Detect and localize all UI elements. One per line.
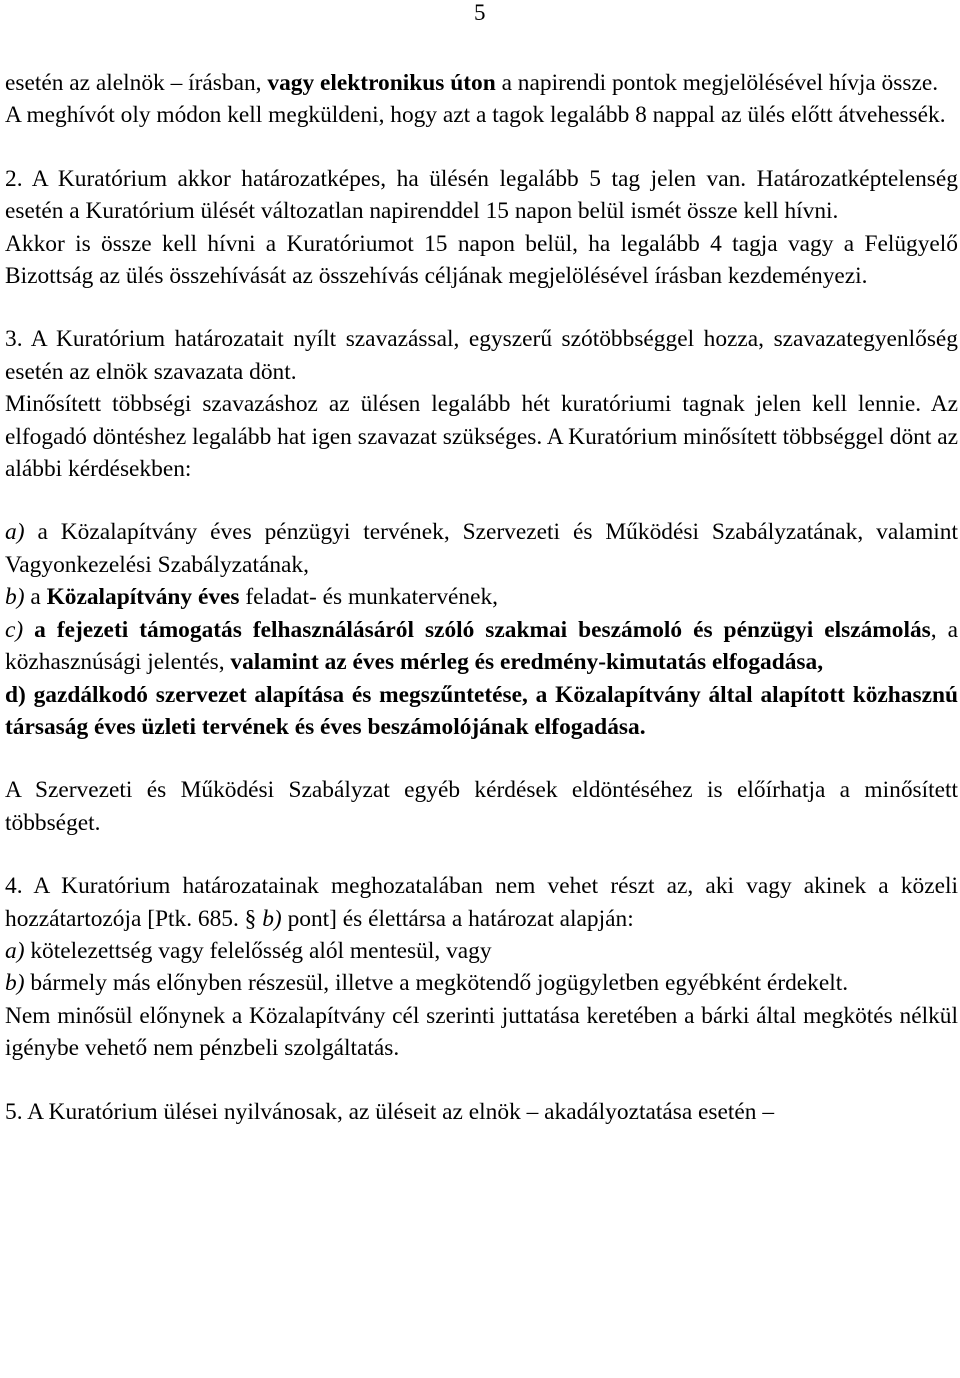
text-run: 4. A Kuratórium határozatainak meghozatalában nem vehet részt az, aki vagy akinek a közeli hozzátartozója [Ptk. 685. §	[5, 873, 958, 932]
list-label: a)	[5, 519, 25, 546]
list-item-4a	[5, 935, 958, 967]
paragraph-sms: A Szervezeti és Működési Szabályzat egyéb kérdések eldöntéséhez is előírhatja a minősített többséget.	[5, 777, 958, 836]
paragraph-convening	[5, 67, 958, 99]
text-run: bármely más előnyben részesül, illetve a megkötendő jogügyletben egyébként érdekelt.	[24, 970, 849, 997]
paragraph-invitation: A meghívót oly módon kell megküldeni, hogy azt a tagok legalább 8 nappal az ülés előtt átvehessék.	[5, 102, 946, 129]
text-run: pont] és élettársa a határozat alapján:	[281, 905, 634, 932]
list-item-b	[5, 581, 958, 613]
paragraph-qualified-majority: Minősített többségi szavazáshoz az ülésen legalább hét kuratóriumi tagnak jelen kell lennie. Az elfogadó döntéshez legalább hat igen szavazat szükséges. A Kuratórium minősített többséggel dönt az alábbi kérdésekben:	[5, 391, 958, 483]
list-item-d: d) gazdálkodó szervezet alapítása és megszűntetése, a Közalapítvány által alapított közhasznú társaság éves üzleti tervének és éves beszámolójának elfogadása.	[5, 681, 958, 740]
text-run: esetén az alelnök – írásban,	[5, 70, 268, 96]
italic-run: b)	[262, 905, 282, 932]
list-label: a)	[5, 937, 25, 964]
text-run: a	[24, 584, 47, 611]
list-item-c	[5, 614, 958, 679]
text-run: feladat- és munkatervének,	[239, 584, 499, 611]
bold-run: Közalapítvány éves	[46, 584, 240, 611]
list-label: b)	[5, 584, 25, 611]
text-run: a napirendi pontok megjelölésével hívja össze.	[495, 70, 939, 96]
list-label: c)	[5, 616, 24, 643]
paragraph-benefit: Nem minősül előnynek a Közalapítvány cél szerinti juttatása keretében a bárki által megkötés nélkül igénybe vehető nem pénzbeli szolgáltatás.	[5, 1002, 958, 1062]
text-run	[23, 617, 34, 643]
text-run: a Közalapítvány éves pénzügyi tervének, Szervezeti és Működési Szabályzatának, valamint Vagyonkezelési Szabályzatának,	[5, 519, 958, 578]
paragraph-quorum: 2. A Kuratórium akkor határozatképes, ha ülésén legalább 5 tag jelen van. Határozatképtelenség esetén a Kuratórium ülését változatlan napirenddel 15 napon belül ismét össze kell hívni.	[5, 165, 958, 225]
paragraph-conflict	[5, 870, 958, 935]
text-run: kötelezettség vagy felelősség alól mentesül, vagy	[24, 937, 492, 964]
page-number: 5	[474, 0, 486, 25]
bold-run: vagy elektronikus úton	[267, 70, 496, 96]
bold-run: a fejezeti támogatás felhasználásáról szóló szakmai beszámoló és pénzügyi elszámolás	[34, 616, 931, 643]
bold-run: valamint az éves mérleg és eredmény-kimutatás elfogadása,	[230, 649, 824, 676]
document-body	[5, 67, 958, 1128]
paragraph-reconvene: Akkor is össze kell hívni a Kuratóriumot 15 napon belül, ha legalább 4 tagja vagy a Felügyelő Bizottság az ülés összehívását az összehívás céljának megjelölésével írásban kezdeményezi.	[5, 230, 958, 290]
paragraph-public-sessions: 5. A Kuratórium ülései nyilvánosak, az üléseit az elnök – akadályoztatása esetén –	[5, 1098, 775, 1125]
list-item-a	[5, 516, 958, 581]
list-label: b)	[5, 970, 25, 997]
text-run: , a közhasznúsági jelentés,	[5, 616, 958, 676]
list-item-4b	[5, 967, 958, 999]
paragraph-decisions: 3. A Kuratórium határozatait nyílt szavazással, egyszerű szótöbbséggel hozza, szavazategyenlőség esetén az elnök szavazata dönt.	[5, 326, 958, 385]
